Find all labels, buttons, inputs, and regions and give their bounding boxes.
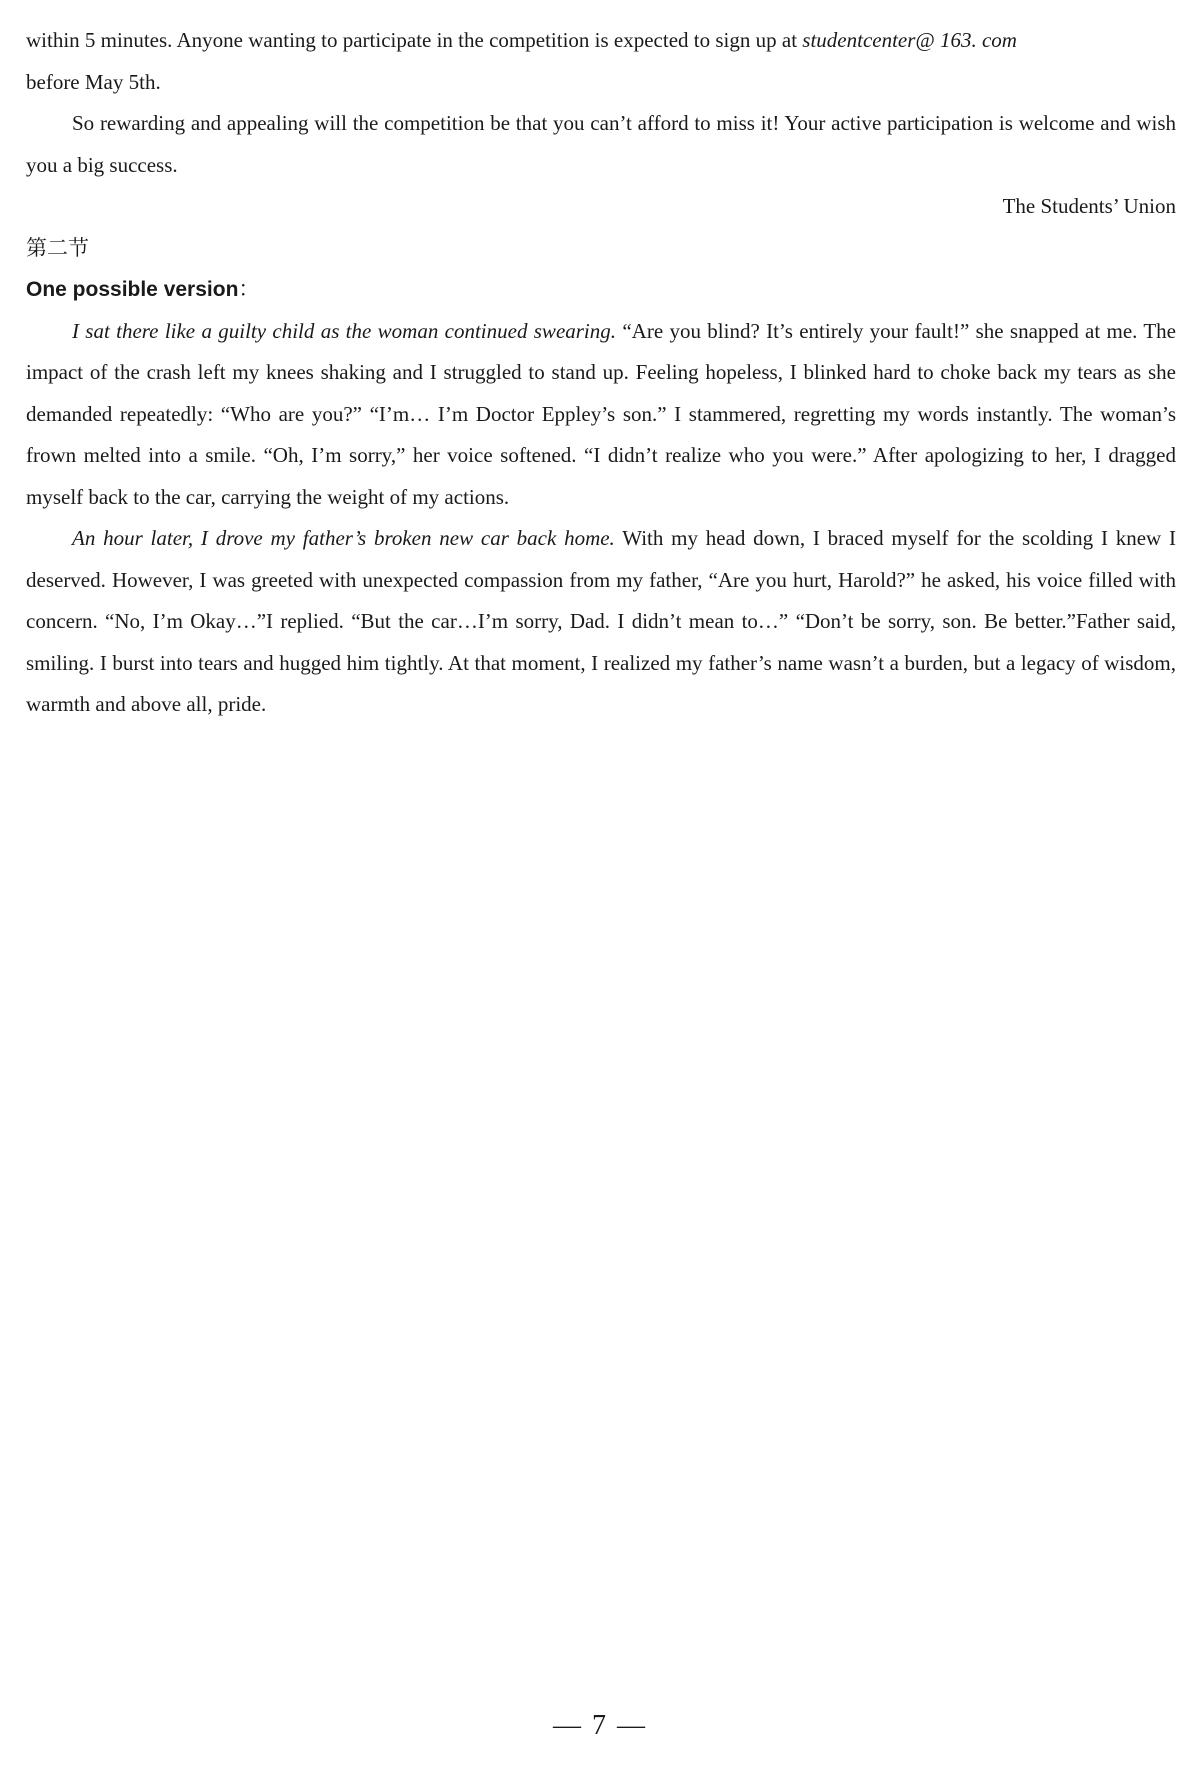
story-paragraph-2-body: With my head down, I braced myself for the scolding I knew I deserved. However, I was greeted with unexpected compassion from my father, “Are you hurt, Harold?” he asked, his voice filled with concern. “No, I’m Okay…”I replied. “But the car…I’m sorry, Dad. I didn’t mean to…” “Don’t be sorry, son. Be better.”Father said, smiling. I burst into tears and hugged him tightly. At that moment, I realized my father’s name wasn’t a burden, but a legacy of wisdom, warmth and above all, pride. — [26, 526, 1176, 716]
document-page — [26, 20, 1176, 726]
version-label — [26, 269, 1176, 311]
story-paragraph-2-lead: An hour later, I drove my father’s broken new car back home. — [72, 526, 615, 550]
section-title: 第二节 — [26, 235, 89, 260]
intro-deadline: before May 5th. — [26, 69, 161, 94]
email-address: studentcenter@ 163. com — [802, 28, 1017, 52]
story-paragraph-2 — [26, 518, 1176, 726]
story-paragraph-1 — [26, 311, 1176, 519]
version-label-colon: ： — [238, 278, 260, 301]
intro-paragraph — [26, 20, 1176, 103]
page-number: — 7 — — [553, 1710, 647, 1741]
story-paragraph-1-body: “Are you blind? It’s entirely your fault!” she snapped at me. The impact of the crash left my knees shaking and I struggled to stand up. Feeling hopeless, I blinked hard to choke back my tears as she demanded repeatedly: “Who are you?” “I’m… I’m Doctor Eppley’s son.” I stammered, regretting my words instantly. The woman’s frown melted into a smile. “Oh, I’m sorry,” her voice softened. “I didn’t realize who you were.” After apologizing to her, I dragged myself back to the car, carrying the weight of my actions. — [26, 318, 1176, 509]
signature: The Students’ Union — [1002, 194, 1176, 218]
story-paragraph-1-lead: I sat there like a guilty child as the woman continued swearing. — [72, 318, 617, 343]
intro-text: within 5 minutes. Anyone wanting to participate in the competition is expected to sign up at — [26, 28, 803, 52]
closing-paragraph: So rewarding and appealing will the competition be that you can’t afford to miss it! Your active participation is welcome and wish you a big success. — [26, 111, 1176, 177]
version-label-text: One possible version — [26, 278, 239, 301]
